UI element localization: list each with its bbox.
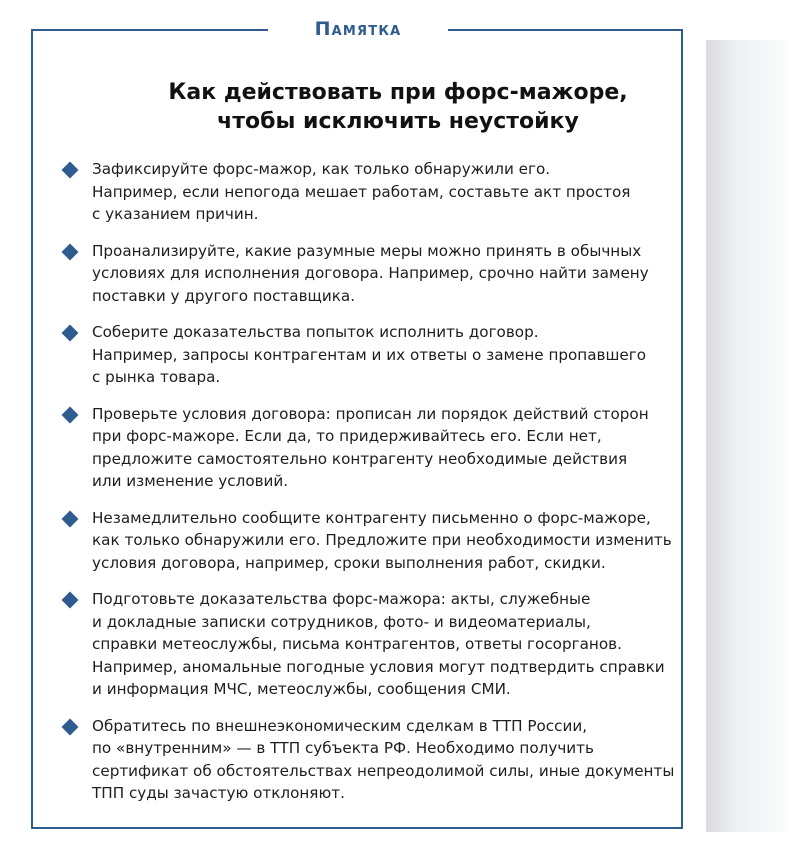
memo-item-text-line: условиях для исполнения договора. Например, срочно найти замену (92, 264, 649, 282)
diamond-bullet-icon (62, 243, 79, 260)
memo-item-text-line: или изменение условий. (92, 472, 289, 490)
page-shadow (706, 40, 796, 860)
memo-list-item (58, 321, 658, 389)
memo-title-line: Как действовать при форс-мажоре, (168, 80, 628, 105)
memo-title-line: чтобы исключить неустойку (217, 109, 579, 134)
memo-list-item (58, 158, 658, 226)
memo-item-text-line: при форс-мажоре. Если да, то придерживайтесь его. Если нет, (92, 427, 602, 445)
diamond-bullet-icon (62, 325, 79, 342)
memo-item-text-line: Подготовьте доказательства форс-мажора: акты, служебные (92, 590, 591, 608)
memo-item-text-line: по «внутренним» — в ТТП субъекта РФ. Необходимо получить (92, 739, 594, 757)
memo-item-text-line: Например, если непогода мешает работам, составьте акт простоя (92, 182, 631, 201)
memo-item-text-line: Соберите доказательства попыток исполнить договор. (92, 323, 539, 341)
memo-item-text-line: справки метеослужбы, письма контрагентов, ответы госорганов. (92, 635, 622, 653)
memo-list-item (58, 240, 658, 308)
memo-list-item (58, 403, 658, 493)
memo-badge: Памятка (268, 14, 448, 44)
memo-item-text-line: сертификат об обстоятельствах непреодолимой силы, иные документы (92, 761, 675, 780)
diamond-bullet-icon (62, 592, 79, 609)
diamond-bullet-icon (62, 510, 79, 527)
memo-item-text-line: как только обнаружили его. Предложите при необходимости изменить (92, 531, 672, 549)
diamond-bullet-icon (62, 406, 79, 423)
memo-item-text-line: и информация МЧС, метеослужбы, сообщения СМИ. (92, 680, 511, 698)
memo-list (58, 158, 675, 819)
memo-list-item (58, 715, 675, 805)
memo-item-text-line: Незамедлительно сообщите контрагенту письменно о форс-мажоре, (92, 508, 651, 527)
memo-item-text-line: Зафиксируйте форс-мажор, как только обнаружили его. (92, 160, 551, 178)
memo-list-item (58, 588, 665, 701)
memo-item-text-line: условия договора, например, сроки выполнения работ, скидки. (92, 553, 606, 572)
memo-item-text-line: Например, запросы контрагентам и их ответы о замене пропавшего (92, 345, 647, 364)
memo-item-text-line: предложите самостоятельно контрагенту необходимые действия (92, 449, 628, 468)
diamond-bullet-icon (62, 162, 79, 179)
memo-item-text-line: с рынка товара. (92, 368, 221, 386)
memo-item-text-line: с указанием причин. (92, 205, 259, 223)
memo-item-text-line: Например, аномальные погодные условия могут подтвердить справки (92, 657, 665, 676)
page-bottom-margin (0, 832, 796, 860)
memo-title (40, 78, 756, 136)
memo-item-text-line: Обратитесь по внешнеэкономическим сделкам в ТТП России, (92, 716, 588, 735)
memo-item-text-line: поставки у другого поставщика. (92, 286, 356, 305)
memo-item-text-line: и докладные записки сотрудников, фото- и видеоматериалы, (92, 612, 591, 631)
memo-list-item (58, 507, 672, 575)
memo-item-text-line: ТПП суды зачастую отклоняют. (92, 784, 345, 802)
diamond-bullet-icon (62, 718, 79, 735)
memo-item-text-line: Проверьте условия договора: прописан ли порядок действий сторон (92, 404, 649, 423)
memo-item-text-line: Проанализируйте, какие разумные меры можно принять в обычных (92, 241, 642, 260)
